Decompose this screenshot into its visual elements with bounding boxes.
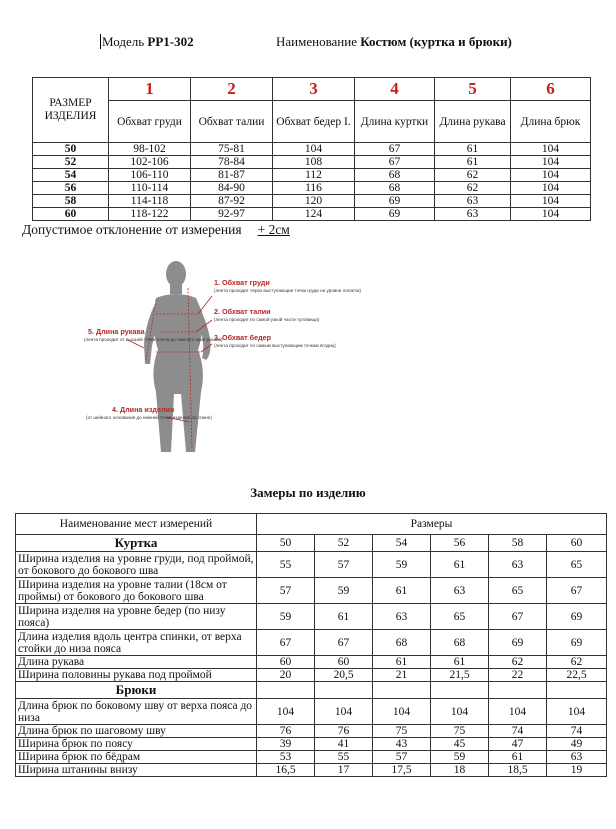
section-name: Брюки xyxy=(16,682,257,699)
figure-labels xyxy=(84,278,362,420)
size-header-cell: 60 xyxy=(547,535,607,552)
measurement-label: Ширина брюк по поясу xyxy=(16,738,257,751)
value-cell: 124 xyxy=(273,208,355,221)
label-waist-note: (лента проходит по самой узкой части туловища) xyxy=(214,317,320,322)
measurement-value: 61 xyxy=(315,604,373,630)
col-number: 4 xyxy=(355,78,435,101)
measurement-row xyxy=(16,578,607,604)
measurement-value: 59 xyxy=(315,578,373,604)
measurement-value: 67 xyxy=(315,630,373,656)
size-row xyxy=(33,169,591,182)
size-header-cell: 52 xyxy=(315,535,373,552)
measurement-label: Ширина изделия на уровне талии (18см от проймы) от бокового до бокового шва xyxy=(16,578,257,604)
measurement-value: 57 xyxy=(373,751,431,764)
section-name: Куртка xyxy=(16,535,257,552)
label-chest-title: 1. Обхват груди xyxy=(214,278,270,287)
measurement-value: 57 xyxy=(257,578,315,604)
tolerance-text: Допустимое отклонение от измерения xyxy=(22,222,242,237)
model-heading xyxy=(100,34,194,50)
value-cell: 104 xyxy=(511,195,591,208)
measurement-figure xyxy=(84,252,362,468)
label-sleeve-title: 5. Длина рукава xyxy=(88,327,145,336)
measurement-row xyxy=(16,725,607,738)
label-hips-note: (лента проходит по самым выступающим точкам ягодиц) xyxy=(214,343,336,348)
value-cell: 120 xyxy=(273,195,355,208)
measurement-value: 20 xyxy=(257,669,315,682)
measurements-table-body xyxy=(16,535,607,777)
size-row xyxy=(33,182,591,195)
size-cell: 50 xyxy=(33,143,109,156)
measurement-value: 63 xyxy=(373,604,431,630)
measurement-value: 76 xyxy=(315,725,373,738)
empty-cell xyxy=(547,682,607,699)
measurement-value: 67 xyxy=(489,604,547,630)
value-cell: 75-81 xyxy=(191,143,273,156)
measurement-value: 59 xyxy=(431,751,489,764)
value-cell: 108 xyxy=(273,156,355,169)
value-cell: 62 xyxy=(435,169,511,182)
measurement-value: 63 xyxy=(547,751,607,764)
tolerance-note xyxy=(22,222,290,238)
measurement-value: 60 xyxy=(315,656,373,669)
measurement-value: 104 xyxy=(257,699,315,725)
value-cell: 110-114 xyxy=(109,182,191,195)
value-cell: 104 xyxy=(273,143,355,156)
value-cell: 61 xyxy=(435,143,511,156)
label-sleeve-note: (лента проходит от высшей точки плеча до нижнего края рукава) xyxy=(84,337,223,342)
measurement-value: 67 xyxy=(547,578,607,604)
measurement-value: 57 xyxy=(315,552,373,578)
value-cell: 116 xyxy=(273,182,355,195)
measurement-value: 67 xyxy=(257,630,315,656)
size-row xyxy=(33,156,591,169)
measurement-value: 61 xyxy=(489,751,547,764)
measurement-label: Ширина брюк по бёдрам xyxy=(16,751,257,764)
measurement-value: 69 xyxy=(489,630,547,656)
value-cell: 63 xyxy=(435,195,511,208)
measurement-label: Ширина штанины внизу xyxy=(16,764,257,777)
measurement-value: 74 xyxy=(489,725,547,738)
measurement-value: 20,5 xyxy=(315,669,373,682)
col-label: Длина брюк xyxy=(511,101,591,143)
measurement-value: 61 xyxy=(373,578,431,604)
measurement-label: Ширина половины рукава под проймой xyxy=(16,669,257,682)
measurement-value: 22,5 xyxy=(547,669,607,682)
size-cell: 60 xyxy=(33,208,109,221)
size-table xyxy=(32,77,591,221)
measurement-value: 104 xyxy=(373,699,431,725)
measurements-header-label: Наименование мест измерений xyxy=(16,514,257,535)
value-cell: 81-87 xyxy=(191,169,273,182)
value-cell: 104 xyxy=(511,143,591,156)
measurement-row xyxy=(16,552,607,578)
measurement-value: 69 xyxy=(547,630,607,656)
col-label: Обхват бедер I. xyxy=(273,101,355,143)
value-cell: 67 xyxy=(355,156,435,169)
measurement-row xyxy=(16,604,607,630)
measurement-value: 74 xyxy=(547,725,607,738)
label-hips-title: 3. Обхват бедер xyxy=(214,333,272,342)
value-cell: 102-106 xyxy=(109,156,191,169)
empty-cell xyxy=(315,682,373,699)
measurement-value: 61 xyxy=(431,552,489,578)
col-label: Обхват талии xyxy=(191,101,273,143)
value-cell: 68 xyxy=(355,169,435,182)
empty-cell xyxy=(373,682,431,699)
measurement-value: 62 xyxy=(547,656,607,669)
col-number: 5 xyxy=(435,78,511,101)
value-cell: 69 xyxy=(355,208,435,221)
measurement-value: 19 xyxy=(547,764,607,777)
measurement-value: 16,5 xyxy=(257,764,315,777)
measurement-value: 41 xyxy=(315,738,373,751)
size-table-body xyxy=(33,143,591,221)
size-cell: 56 xyxy=(33,182,109,195)
measurement-label: Длина изделия вдоль центра спинки, от верха стойки до низа пояса xyxy=(16,630,257,656)
label-waist-title: 2. Обхват талии xyxy=(214,307,271,316)
measurement-value: 104 xyxy=(547,699,607,725)
measurement-value: 61 xyxy=(431,656,489,669)
measurement-value: 21 xyxy=(373,669,431,682)
measurement-value: 55 xyxy=(257,552,315,578)
tolerance-value: + 2см xyxy=(257,222,290,237)
value-cell: 61 xyxy=(435,156,511,169)
measurement-row xyxy=(16,738,607,751)
size-header-cell: 50 xyxy=(257,535,315,552)
measurement-label: Длина брюк по шаговому шву xyxy=(16,725,257,738)
measurement-label: Длина брюк по боковому шву от верха пояса до низа xyxy=(16,699,257,725)
label-chest-note: (лента проходит через выступающие точки груди на уровне лопаток) xyxy=(214,288,362,293)
value-cell: 92-97 xyxy=(191,208,273,221)
value-cell: 62 xyxy=(435,182,511,195)
value-cell: 118-122 xyxy=(109,208,191,221)
col-label: Длина куртки xyxy=(355,101,435,143)
size-header-cell: 54 xyxy=(373,535,431,552)
size-row xyxy=(33,208,591,221)
measurement-value: 17,5 xyxy=(373,764,431,777)
sizes-label: Размеры xyxy=(257,514,607,535)
col-label: Обхват груди xyxy=(109,101,191,143)
measurement-value: 104 xyxy=(489,699,547,725)
measurement-value: 104 xyxy=(431,699,489,725)
empty-cell xyxy=(489,682,547,699)
measurement-value: 18 xyxy=(431,764,489,777)
measurement-value: 53 xyxy=(257,751,315,764)
measurement-value: 76 xyxy=(257,725,315,738)
value-cell: 104 xyxy=(511,156,591,169)
measurement-value: 104 xyxy=(315,699,373,725)
value-cell: 84-90 xyxy=(191,182,273,195)
measurement-row xyxy=(16,699,607,725)
measurements-table xyxy=(15,513,607,777)
value-cell: 114-118 xyxy=(109,195,191,208)
col-number: 2 xyxy=(191,78,273,101)
value-cell: 78-84 xyxy=(191,156,273,169)
body-silhouette xyxy=(144,261,211,452)
size-cell: 54 xyxy=(33,169,109,182)
empty-cell xyxy=(257,682,315,699)
col-number: 3 xyxy=(273,78,355,101)
measurement-value: 62 xyxy=(489,656,547,669)
measurement-value: 63 xyxy=(431,578,489,604)
measurement-value: 69 xyxy=(547,604,607,630)
model-label: Модель xyxy=(102,34,145,49)
measurement-value: 63 xyxy=(489,552,547,578)
measurement-value: 68 xyxy=(431,630,489,656)
measurement-value: 75 xyxy=(431,725,489,738)
measurement-label: Ширина изделия на уровне груди, под проймой, от бокового до бокового шва xyxy=(16,552,257,578)
measurement-value: 68 xyxy=(373,630,431,656)
section-row xyxy=(16,682,607,699)
value-cell: 69 xyxy=(355,195,435,208)
measurement-value: 65 xyxy=(431,604,489,630)
measurement-row xyxy=(16,764,607,777)
label-length-title: 4. Длина изделия xyxy=(112,405,175,414)
measurement-value: 22 xyxy=(489,669,547,682)
measurement-row xyxy=(16,669,607,682)
value-cell: 106-110 xyxy=(109,169,191,182)
value-cell: 67 xyxy=(355,143,435,156)
size-header-cell: 58 xyxy=(489,535,547,552)
product-name-heading xyxy=(276,34,512,50)
size-header-cell: 56 xyxy=(431,535,489,552)
text-cursor xyxy=(100,34,101,49)
measurement-value: 21,5 xyxy=(431,669,489,682)
measurement-value: 65 xyxy=(547,552,607,578)
measurement-value: 65 xyxy=(489,578,547,604)
value-cell: 63 xyxy=(435,208,511,221)
value-cell: 104 xyxy=(511,169,591,182)
measurement-value: 45 xyxy=(431,738,489,751)
measurement-row xyxy=(16,656,607,669)
measurement-value: 61 xyxy=(373,656,431,669)
name-value: Костюм (куртка и брюки) xyxy=(360,34,512,49)
col-label: Длина рукава xyxy=(435,101,511,143)
measurement-value: 55 xyxy=(315,751,373,764)
size-row xyxy=(33,195,591,208)
name-label: Наименование xyxy=(276,34,357,49)
measurement-value: 60 xyxy=(257,656,315,669)
measurement-row xyxy=(16,630,607,656)
measurement-row xyxy=(16,751,607,764)
value-cell: 104 xyxy=(511,208,591,221)
measurement-value: 17 xyxy=(315,764,373,777)
value-cell: 104 xyxy=(511,182,591,195)
model-value: PP1-302 xyxy=(147,34,194,49)
value-cell: 87-92 xyxy=(191,195,273,208)
value-cell: 112 xyxy=(273,169,355,182)
measurement-value: 18,5 xyxy=(489,764,547,777)
value-cell: 68 xyxy=(355,182,435,195)
empty-cell xyxy=(431,682,489,699)
measurement-value: 75 xyxy=(373,725,431,738)
measurement-value: 59 xyxy=(373,552,431,578)
measurement-value: 43 xyxy=(373,738,431,751)
col-number: 6 xyxy=(511,78,591,101)
measurement-label: Ширина изделия на уровне бедер (по низу пояса) xyxy=(16,604,257,630)
measurement-value: 59 xyxy=(257,604,315,630)
value-cell: 98-102 xyxy=(109,143,191,156)
size-row-header: РАЗМЕР ИЗДЕЛИЯ xyxy=(33,78,109,143)
measurement-label: Длина рукава xyxy=(16,656,257,669)
measurement-value: 47 xyxy=(489,738,547,751)
section-row xyxy=(16,535,607,552)
measurements-title: Замеры по изделию xyxy=(250,485,366,500)
size-cell: 52 xyxy=(33,156,109,169)
size-row xyxy=(33,143,591,156)
measurement-value: 39 xyxy=(257,738,315,751)
measurement-value: 49 xyxy=(547,738,607,751)
label-length-note: (от шейного основания до нижней точки изделия по спине) xyxy=(86,415,212,420)
col-number: 1 xyxy=(109,78,191,101)
size-cell: 58 xyxy=(33,195,109,208)
